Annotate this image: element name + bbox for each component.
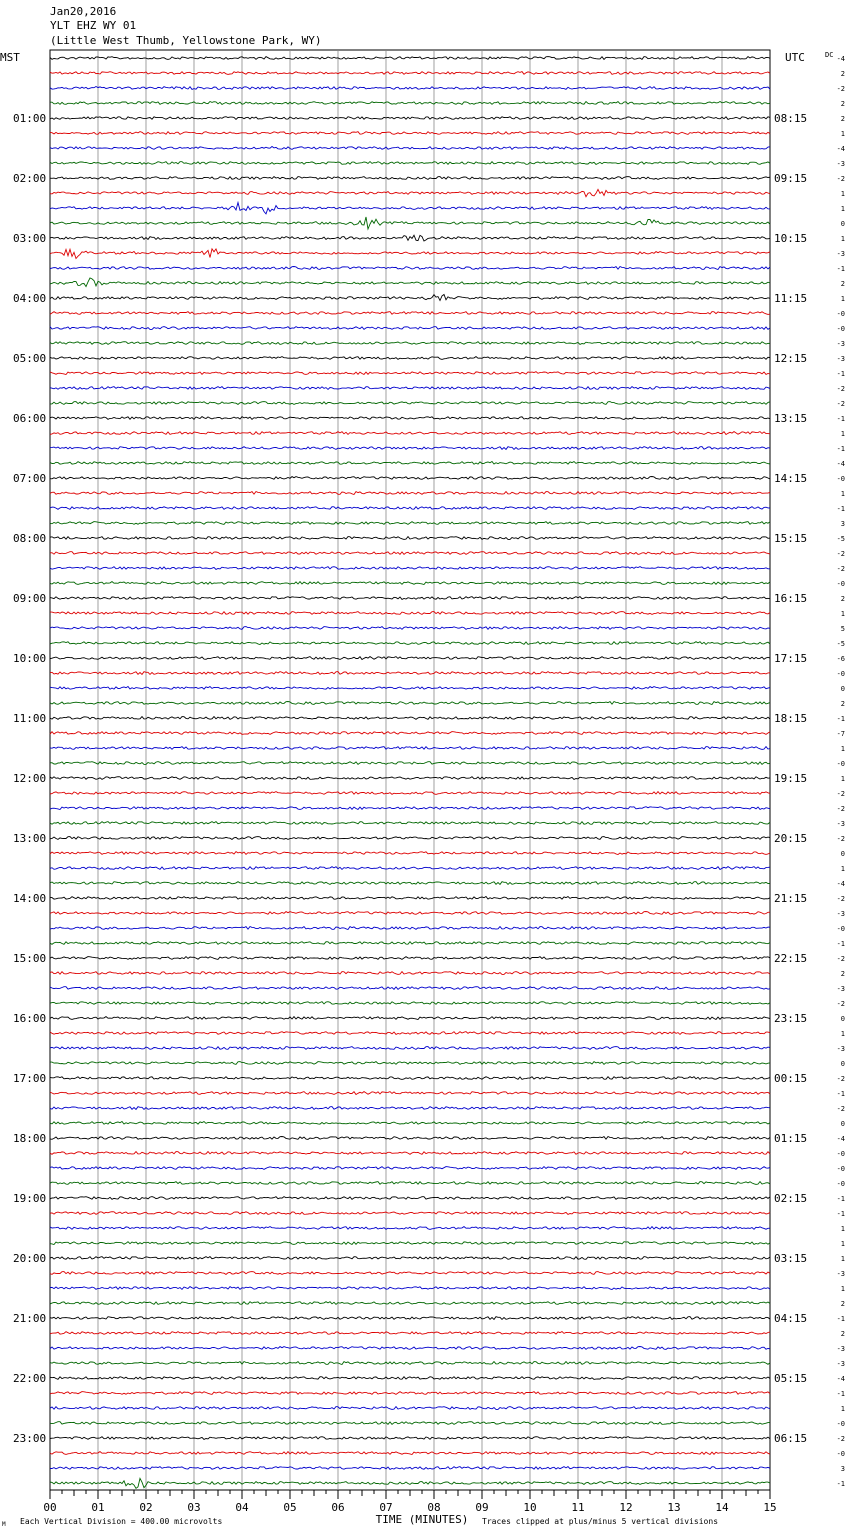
dc-offset-label: -2	[836, 385, 845, 393]
dc-offset-label: -1	[836, 265, 845, 273]
seismic-trace	[50, 1227, 770, 1230]
dc-offset-label: -1	[836, 505, 845, 513]
left-hour-label: 16:00	[13, 1012, 47, 1025]
left-hour-label: 06:00	[13, 412, 47, 425]
x-tick-label: 07	[379, 1501, 393, 1514]
dc-offset-label: -7	[836, 730, 845, 738]
dc-offset-label: -4	[836, 880, 845, 888]
dc-offset-label: 0	[840, 1015, 845, 1023]
dc-offset-label: -3	[836, 1045, 845, 1053]
left-hour-label: 23:00	[13, 1432, 47, 1445]
seismic-trace	[50, 1017, 770, 1020]
seismic-trace	[50, 417, 770, 420]
dc-offset-label: -0	[836, 1450, 845, 1458]
dc-offset-label: 1	[840, 190, 845, 198]
left-hour-label: 09:00	[13, 592, 47, 605]
dc-offset-label: 0	[840, 685, 845, 693]
seismic-trace	[50, 342, 770, 345]
left-hour-label: 19:00	[13, 1192, 47, 1205]
seismic-trace	[50, 702, 770, 705]
dc-offset-label: 1	[840, 205, 845, 213]
left-hour-label: 12:00	[13, 772, 47, 785]
seismic-trace	[50, 507, 770, 510]
x-tick-label: 13	[667, 1501, 681, 1514]
x-tick-label: 00	[43, 1501, 57, 1514]
seismic-trace	[50, 762, 770, 765]
dc-offset-label: 2	[840, 1300, 845, 1308]
dc-offset-label: 2	[840, 1330, 845, 1338]
x-tick-label: 05	[283, 1501, 297, 1514]
dc-offset-label: 3	[840, 520, 845, 528]
dc-offset-label: -2	[836, 805, 845, 813]
dc-offset-label: 2	[840, 115, 845, 123]
seismic-trace	[50, 447, 770, 450]
seismic-trace	[50, 267, 770, 270]
left-hour-label: 10:00	[13, 652, 47, 665]
right-hour-label: 09:15	[774, 172, 808, 185]
dc-offset-label: -2	[836, 790, 845, 798]
dc-offset-label: -4	[836, 1135, 845, 1143]
dc-offset-label: 0	[840, 1060, 845, 1068]
dc-offset-label: 1	[840, 865, 845, 873]
left-hour-label: 17:00	[13, 1072, 47, 1085]
seismic-trace	[50, 567, 770, 570]
corner-mark: M	[2, 1521, 6, 1528]
dc-offset-label: -0	[836, 580, 845, 588]
x-tick-label: 04	[235, 1501, 249, 1514]
seismic-trace	[50, 1332, 770, 1335]
dc-offset-label: -0	[836, 310, 845, 318]
dc-offset-label: -5	[836, 640, 845, 648]
x-tick-label: 10	[523, 1501, 537, 1514]
right-hour-label: 14:15	[774, 472, 808, 485]
seismic-trace	[50, 642, 770, 645]
dc-offset-label: 2	[840, 100, 845, 108]
seismic-trace	[50, 882, 770, 885]
dc-offset-label: -3	[836, 160, 845, 168]
dc-offset-label: -2	[836, 895, 845, 903]
x-tick-label: 12	[619, 1501, 633, 1514]
seismic-trace	[50, 1452, 770, 1455]
dc-offset-label: 1	[840, 775, 845, 783]
right-hour-label: 04:15	[774, 1312, 808, 1325]
left-hour-label: 02:00	[13, 172, 47, 185]
dc-offset-label: 2	[840, 280, 845, 288]
left-hour-label: 14:00	[13, 892, 47, 905]
seismic-trace	[50, 912, 770, 915]
dc-offset-label: -1	[836, 370, 845, 378]
dc-offset-label: -3	[836, 355, 845, 363]
dc-offset-label: 2	[840, 970, 845, 978]
dc-offset-label: 1	[840, 295, 845, 303]
right-hour-label: 00:15	[774, 1072, 808, 1085]
seismic-trace	[50, 1077, 770, 1080]
right-hour-label: 21:15	[774, 892, 808, 905]
left-hour-label: 04:00	[13, 292, 47, 305]
seismic-trace	[50, 372, 770, 375]
dc-offset-label: -2	[836, 550, 845, 558]
left-hour-label: 08:00	[13, 532, 47, 545]
right-hour-label: 22:15	[774, 952, 808, 965]
dc-offset-label: -3	[836, 1345, 845, 1353]
dc-offset-label: -2	[836, 565, 845, 573]
dc-offset-label: -2	[836, 1435, 845, 1443]
seismic-trace	[50, 1032, 770, 1035]
x-tick-label: 08	[427, 1501, 441, 1514]
seismic-trace	[50, 132, 770, 135]
right-hour-label: 02:15	[774, 1192, 808, 1205]
dc-offset-label: 1	[840, 235, 845, 243]
right-hour-label: 01:15	[774, 1132, 808, 1145]
dc-offset-label: -0	[836, 670, 845, 678]
seismic-trace	[50, 492, 770, 495]
seismic-trace	[50, 162, 770, 165]
seismic-trace	[50, 102, 770, 105]
seismic-trace	[50, 387, 770, 390]
seismic-trace	[50, 837, 770, 840]
seismic-trace	[50, 987, 770, 990]
right-hour-label: 13:15	[774, 412, 808, 425]
seismic-trace	[50, 807, 770, 810]
dc-offset-label: -0	[836, 925, 845, 933]
seismic-trace	[50, 432, 770, 435]
right-hour-label: 12:15	[774, 352, 808, 365]
left-hour-label: 05:00	[13, 352, 47, 365]
dc-offset-label: 0	[840, 850, 845, 858]
dc-offset-label: -1	[836, 1210, 845, 1218]
right-hour-label: 05:15	[774, 1372, 808, 1385]
seismic-trace	[50, 1437, 770, 1440]
seismic-trace	[50, 177, 770, 180]
dc-offset-label: -3	[836, 820, 845, 828]
dc-offset-label: -0	[836, 475, 845, 483]
seismic-trace	[50, 462, 770, 465]
seismic-trace	[50, 1182, 770, 1185]
dc-offset-label: -1	[836, 715, 845, 723]
dc-offset-label: -2	[836, 1105, 845, 1113]
dc-offset-label: -4	[836, 460, 845, 468]
seismic-trace	[50, 249, 770, 259]
seismic-trace	[50, 552, 770, 555]
seismic-trace	[50, 1137, 770, 1140]
dc-offset-label: -3	[836, 1270, 845, 1278]
left-hour-label: 20:00	[13, 1252, 47, 1265]
seismic-trace	[50, 87, 770, 90]
dc-offset-label: 2	[840, 70, 845, 78]
plot-frame	[50, 50, 770, 1490]
dc-offset-label: 5	[840, 625, 845, 633]
right-hour-label: 10:15	[774, 232, 808, 245]
seismic-trace	[50, 1002, 770, 1005]
dc-offset-label: -0	[836, 1165, 845, 1173]
right-hour-label: 17:15	[774, 652, 808, 665]
seismic-trace	[50, 1302, 770, 1305]
dc-offset-label: -2	[836, 835, 845, 843]
seismic-trace	[50, 537, 770, 540]
left-hour-label: 07:00	[13, 472, 47, 485]
seismic-trace	[50, 627, 770, 630]
seismic-trace	[50, 1197, 770, 1200]
dc-offset-label: -1	[836, 415, 845, 423]
dc-label: DC	[825, 51, 834, 59]
seismic-trace	[50, 1107, 770, 1110]
seismic-trace	[50, 147, 770, 150]
dc-offset-label: -0	[836, 1420, 845, 1428]
seismic-trace	[50, 582, 770, 585]
seismic-trace	[50, 1392, 770, 1395]
seismic-trace	[50, 357, 770, 360]
plot-date: Jan20,2016	[50, 5, 117, 18]
dc-offset-label: -6	[836, 655, 845, 663]
seismic-trace	[50, 1467, 770, 1470]
seismic-trace	[50, 1062, 770, 1065]
seismic-trace	[50, 1287, 770, 1290]
right-hour-label: 20:15	[774, 832, 808, 845]
dc-offset-label: -1	[836, 1315, 845, 1323]
left-hour-label: 03:00	[13, 232, 47, 245]
seismic-trace	[50, 792, 770, 795]
seismic-trace	[50, 1272, 770, 1275]
dc-offset-label: 1	[840, 1285, 845, 1293]
dc-offset-label: -5	[836, 535, 845, 543]
dc-offset-label: 1	[840, 1255, 845, 1263]
dc-offset-label: -2	[836, 1075, 845, 1083]
seismic-trace	[50, 1047, 770, 1050]
dc-offset-label: 1	[840, 490, 845, 498]
left-hour-label: 15:00	[13, 952, 47, 965]
seismic-trace	[50, 1242, 770, 1245]
seismic-trace	[50, 1257, 770, 1260]
dc-offset-label: -0	[836, 1150, 845, 1158]
dc-offset-label: -1	[836, 1390, 845, 1398]
dc-offset-label: 3	[840, 1465, 845, 1473]
dc-offset-label: -2	[836, 400, 845, 408]
right-hour-label: 19:15	[774, 772, 808, 785]
dc-offset-label: -3	[836, 985, 845, 993]
right-hour-label: 18:15	[774, 712, 808, 725]
seismic-trace	[50, 1407, 770, 1410]
seismic-trace	[50, 1167, 770, 1170]
right-hour-label: 15:15	[774, 532, 808, 545]
dc-offset-label: 2	[840, 595, 845, 603]
dc-offset-label: 1	[840, 430, 845, 438]
left-hour-label: 21:00	[13, 1312, 47, 1325]
dc-offset-label: 1	[840, 1030, 845, 1038]
dc-offset-label: 0	[840, 220, 845, 228]
x-tick-label: 14	[715, 1501, 729, 1514]
seismic-trace	[50, 72, 770, 75]
seismic-trace	[50, 295, 770, 301]
right-hour-label: 08:15	[774, 112, 808, 125]
dc-offset-label: 2	[840, 700, 845, 708]
scale-note: Each Vertical Division = 400.00 microvolts	[20, 1517, 223, 1526]
right-hour-label: 11:15	[774, 292, 808, 305]
dc-offset-label: 1	[840, 1225, 845, 1233]
seismic-trace	[50, 942, 770, 945]
seismic-trace	[50, 777, 770, 780]
seismic-trace	[50, 1362, 770, 1365]
dc-offset-label: -4	[836, 145, 845, 153]
seismic-trace	[50, 822, 770, 825]
dc-offset-label: -1	[836, 940, 845, 948]
seismic-trace	[50, 477, 770, 480]
seismic-trace	[50, 897, 770, 900]
x-tick-label: 11	[571, 1501, 585, 1514]
dc-offset-label: -3	[836, 910, 845, 918]
dc-offset-label: 1	[840, 1240, 845, 1248]
left-hour-label: 11:00	[13, 712, 47, 725]
seismic-trace	[50, 203, 770, 214]
dc-offset-label: 0	[840, 1120, 845, 1128]
seismic-trace	[50, 217, 770, 229]
seismic-trace	[50, 687, 770, 690]
right-hour-label: 23:15	[774, 1012, 808, 1025]
seismic-trace	[50, 972, 770, 975]
x-tick-label: 09	[475, 1501, 489, 1514]
dc-offset-label: -0	[836, 1180, 845, 1188]
seismic-trace	[50, 278, 770, 287]
seismic-trace	[50, 867, 770, 870]
x-axis-label: TIME (MINUTES)	[375, 1513, 469, 1526]
seismic-trace	[50, 235, 770, 241]
clip-note: Traces clipped at plus/minus 5 vertical divisions	[482, 1517, 719, 1526]
station-code: YLT EHZ WY 01	[50, 19, 137, 32]
dc-offset-label: -0	[836, 760, 845, 768]
left-hour-label: 22:00	[13, 1372, 47, 1385]
seismic-trace	[50, 1478, 770, 1488]
seismic-trace	[50, 1092, 770, 1095]
seismic-trace	[50, 522, 770, 525]
dc-offset-label: -2	[836, 955, 845, 963]
seismic-trace	[50, 312, 770, 315]
right-hour-label: 06:15	[774, 1432, 808, 1445]
seismic-trace	[50, 717, 770, 720]
left-zone-label: MST	[0, 51, 20, 64]
right-hour-label: 16:15	[774, 592, 808, 605]
seismic-trace	[50, 732, 770, 735]
dc-offset-label: -1	[836, 1090, 845, 1098]
dc-offset-label: -3	[836, 340, 845, 348]
seismic-trace	[50, 672, 770, 675]
seismic-trace	[50, 117, 770, 120]
seismic-trace	[50, 402, 770, 405]
right-zone-label: UTC	[785, 51, 805, 64]
seismic-trace	[50, 957, 770, 960]
seismic-trace	[50, 927, 770, 930]
dc-offset-label: -4	[836, 55, 845, 63]
seismic-trace	[50, 657, 770, 660]
x-tick-label: 15	[763, 1501, 777, 1514]
dc-offset-label: -4	[836, 1375, 845, 1383]
seismic-trace	[50, 1122, 770, 1125]
station-location: (Little West Thumb, Yellowstone Park, WY)	[50, 34, 322, 47]
dc-offset-label: -1	[836, 1480, 845, 1488]
dc-offset-label: -2	[836, 175, 845, 183]
dc-offset-label: 1	[840, 130, 845, 138]
seismic-trace	[50, 57, 770, 60]
seismic-trace	[50, 1317, 770, 1320]
seismic-trace	[50, 1212, 770, 1215]
x-tick-label: 01	[91, 1501, 105, 1514]
x-tick-label: 02	[139, 1501, 153, 1514]
seismic-trace	[50, 852, 770, 855]
dc-offset-label: -1	[836, 445, 845, 453]
dc-offset-label: -3	[836, 1360, 845, 1368]
seismic-trace	[50, 597, 770, 600]
dc-offset-label: -1	[836, 1195, 845, 1203]
dc-offset-label: 1	[840, 1405, 845, 1413]
dc-offset-label: 1	[840, 745, 845, 753]
seismic-trace	[50, 189, 770, 196]
left-hour-label: 13:00	[13, 832, 47, 845]
dc-offset-label: -2	[836, 1000, 845, 1008]
seismic-trace	[50, 1377, 770, 1380]
x-tick-label: 06	[331, 1501, 345, 1514]
left-hour-label: 18:00	[13, 1132, 47, 1145]
dc-offset-label: -3	[836, 250, 845, 258]
left-hour-label: 01:00	[13, 112, 47, 125]
right-hour-label: 03:15	[774, 1252, 808, 1265]
dc-offset-label: -0	[836, 325, 845, 333]
seismic-trace	[50, 1152, 770, 1155]
dc-offset-label: -2	[836, 85, 845, 93]
seismic-trace	[50, 747, 770, 750]
seismic-trace	[50, 327, 770, 330]
dc-offset-label: 1	[840, 610, 845, 618]
x-tick-label: 03	[187, 1501, 201, 1514]
seismic-trace	[50, 1347, 770, 1350]
seismic-trace	[50, 1422, 770, 1425]
seismic-trace	[50, 612, 770, 615]
